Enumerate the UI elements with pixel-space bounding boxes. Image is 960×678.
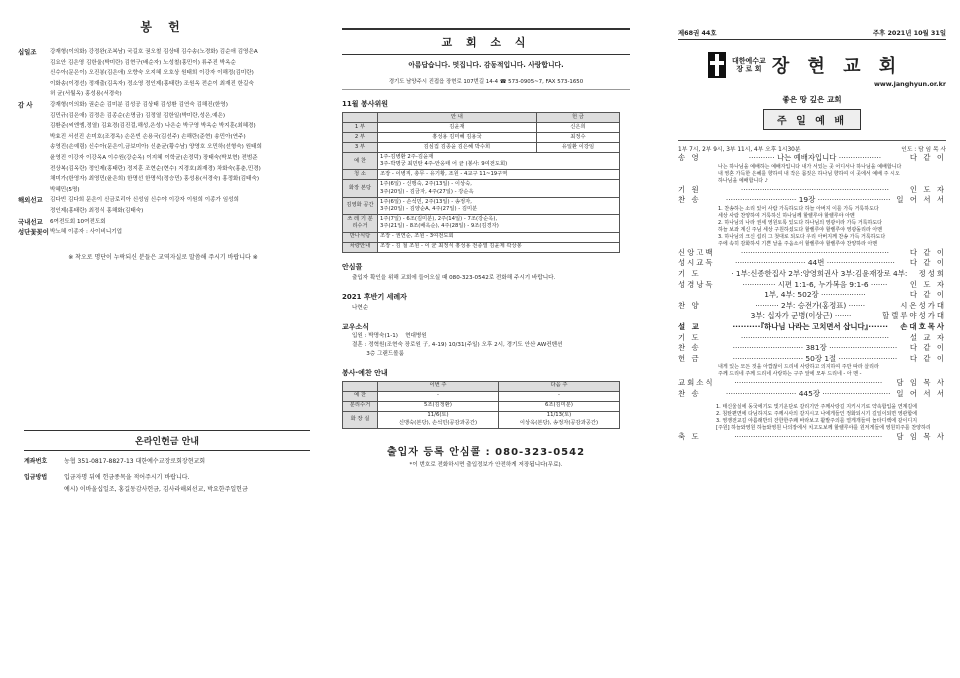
service-times: 1부 7시, 2부 9시, 3부 11시, 4부 오후 1시30분 [678, 147, 801, 153]
order-row [678, 322, 946, 333]
song-lyrics-line: 하나님을 예배합니다 ♪ [718, 177, 768, 184]
table-row [343, 391, 620, 401]
duty-table [342, 381, 620, 429]
row-header: 1 부 [343, 123, 378, 133]
offering-list [18, 47, 308, 238]
offering-row [18, 100, 308, 195]
news-header [342, 28, 630, 55]
offering-title: 봉 헌 [140, 20, 186, 34]
hymn-lyrics-line: 하늘 보좌 계신 주님 세상 구원하셨도다 할렐루야 할렐루야 영광돌리라 아멘 [718, 226, 883, 233]
greeting: 아름답습니다. 멋집니다. 감동적입니다. 사랑합니다. [408, 61, 564, 69]
church-name: 장 현 교 회 [771, 56, 903, 77]
denomination-label: 대한예수교 장 로 회 [732, 57, 766, 73]
order-label: 교회소식 [678, 378, 715, 388]
servers-header-offering: 헌 금 [536, 113, 619, 123]
order-label: 성시교독 [678, 258, 715, 268]
offering-name-line: 김환준(씨엔엠,정열) 김효경(김진걸,해성,은성) 나은순 박구영 박옥순 박지훈(최혜경) [50, 123, 256, 130]
order-detail: 1부, 4부: 502장 ··················· [764, 290, 866, 300]
order-row [678, 311, 946, 322]
servers-title: 11월 봉사위원 [342, 100, 388, 108]
news-title: 교 회 소 식 [441, 36, 531, 49]
table-cell: 11/13(토) 이상옥(본당), 송정자(공감과공간) [499, 411, 620, 428]
table-row [343, 143, 620, 153]
order-detail: · 1부:신종한집사 2부:양영희권사 3부:김윤재장로 4부: [731, 268, 908, 278]
row-header: 차량안내 [343, 242, 378, 252]
offering-name-line: 6여전도회 10여전도회 [50, 218, 106, 225]
offering-name-line: 강재형(이의화) 권순순 김미분 김성공 김상태 김성환 김연숙 김해진(한영) [50, 101, 228, 108]
order-row [678, 248, 946, 259]
table-cell: 유일환 이강임 [536, 143, 619, 153]
order-detail: ·········· 2부: 승전가(홍정표) ······· [755, 300, 866, 310]
order-row [678, 290, 946, 301]
table-cell: 최정수 [536, 133, 619, 143]
service-leader: 인도 : 담 임 목 사 [901, 147, 946, 153]
account-row [24, 457, 310, 467]
table-row [343, 180, 620, 197]
offering-name-line: 윤영진 이강자 이강옥A 이수원(강순옥) 이지혜 이학균(손정덕) 장태숙(박보현) 전범준 [50, 154, 258, 161]
order-label: 송 영 [678, 153, 701, 162]
offering-name-line: 전상복(김옥란) 정인제(홍태란) 정지훈 조현순(현수) 지경호(최재경) 차화숙(홍춘,민경) [50, 165, 261, 172]
order-leader: 담 임 목 사 [896, 431, 946, 441]
duty-header-this-week: 이번 주 [378, 381, 499, 391]
method-row [24, 473, 310, 483]
offering-name-line: 이화송(이경선) 정재출(김옥자) 정소영 정인제(홍태란) 조원옥 전순이 최재진 한길숙 [50, 80, 254, 87]
order-label: 성경낭독 [678, 279, 715, 289]
table-row [343, 215, 620, 232]
method-value: 입금자명 뒤에 헌금종목을 적어주시기 바랍니다. [64, 474, 190, 481]
method-example: 예시) 이바울십일조, 홍길동감사헌금, 김사라해외선교, 박요한주일헌금 [64, 486, 248, 493]
worship-order-panel [668, 0, 960, 678]
notice-text: 출입자 확인을 위해 교회에 들어오실 때 080-323-0542로 전화해 주시기 바랍니다. [352, 274, 556, 281]
order-leader: 손대호목사 [900, 321, 946, 331]
table-row [343, 232, 620, 242]
hymn-lyrics-line: 주에 속히 감화하셔 기쁜 날을 주옵소서 할렐루야 할렐루야 찬양하라 아멘 [718, 240, 878, 247]
cross-icon [708, 52, 726, 78]
offering-name-line: 박혜민(5명) [50, 186, 80, 193]
offering-role: 십일조 [18, 48, 37, 56]
table-cell: 조장 - 이병직, 총무 - 유기황, 조원 - 4교구 11~19구역 [378, 170, 620, 180]
order-leader: 인 도 자 [909, 279, 946, 289]
order-row [678, 258, 946, 269]
bulletin-date: 주후 2021년 10월 31일 [872, 29, 946, 37]
closing-notes [678, 404, 946, 432]
song-lyrics-line: 내 영혼 가득한 은혜를 향하여 내 작은 몸짓은 하나님 향하여 이 곳에서 예배 주 시오 [718, 170, 900, 177]
table-cell: - [499, 391, 620, 401]
table-cell: 김윤재 [378, 123, 537, 133]
offering-name-line: 박효진 서선진 손미호(조경옥) 손은빈 손용국(김선주) 손해란(준현) 송민아(연주) [50, 133, 246, 140]
order-label: 기 원 [678, 184, 701, 194]
order-detail: ······························ 44번 ····························· [735, 258, 895, 268]
volume-number: 제68권 44호 [678, 29, 717, 37]
row-header: 예 찬 [343, 153, 378, 170]
order-row [678, 185, 946, 196]
method-example-row [24, 485, 310, 495]
song-lyrics [678, 164, 946, 185]
order-leader: 다 같 이 [909, 258, 946, 268]
order-detail: ······························································· [734, 378, 883, 388]
hymn-lyrics-line: 1. 찬송하는 소리 있어 사람 가득하도다 하늘 아버지 이를 가득 거룩하도다 [718, 205, 879, 212]
offering-name-line: 박노혜 이종자 : 사이비니기업 [50, 229, 123, 236]
members-news-line: 결혼 : 정혁원(조현숙 장로원 子, 4-19) 10/31(주일) 오후 2시, 경기도 안산 AW컨벤션 [352, 341, 563, 348]
safe-call-subtitle: *이 번호로 전화하시면 출입정보가 안전하게 저장됩니다(무료). [409, 462, 563, 469]
table-row [343, 123, 620, 133]
church-motto: 좋은 땅 깊은 교회 [782, 95, 842, 104]
offering-name-line: 김요안 김은영 김한울(박미란) 김현구(배순자) 노성철(홍민이) 류주진 박옥순 [50, 59, 236, 66]
order-detail: ······························ 50장 1절 ························· [732, 353, 898, 363]
order-leader: 인 도 자 [909, 184, 946, 194]
table-row [343, 411, 620, 428]
offering-role: 감 사 [18, 100, 33, 109]
table-cell: 5조(김정환) [378, 401, 499, 411]
order-label [678, 311, 720, 322]
offering-name-line: 김다빈 김다희 문은이 신금로리아 신성임 신수야 이강자 이원희 이종가 임성희 [50, 197, 239, 204]
order-label: 찬 양 [678, 300, 701, 310]
order-label: 찬 송 [678, 388, 701, 398]
order-row [678, 280, 946, 291]
duty-title: 봉사·예찬 안내 [342, 368, 388, 377]
order-leader: 다 같 이 [909, 343, 946, 353]
table-row [343, 153, 620, 170]
order-label: 찬 송 [678, 343, 701, 353]
order-label: 찬 송 [678, 195, 701, 205]
row-header: 청 소 [343, 170, 378, 180]
closing-notes-line: [주원] 하늘와영원 하늘와영원 나의장에서 치고도보께 할렐루야를 원저게들에 영원히주를 찬양하리 [716, 424, 931, 431]
hymn-lyrics-line: 세상 사람 찬양하여 거룩하신 하나님께 할렐루야 할렐루야 아멘 [718, 212, 855, 219]
table-row [343, 401, 620, 411]
table-cell: 11/6(토) 신맹숙(본당), 손석민(공감과공간) [378, 411, 499, 428]
song-lyrics-line: 나는 하나님을 예배하는 예배자입니다 내가 서있는 곳 어디서나 하나님을 예배합니다 [718, 163, 902, 170]
table-cell: 1주(6일) - 신맹숙, 2주(13일) - 이상숙, 3주(20일) - 김금자, 4주(27일) - 강순옥 [378, 180, 620, 197]
order-detail: ·············· 시편 1:1-6, 누가복음 9:1-6 ······· [742, 279, 888, 289]
omission-note: ※ 착오로 명단이 누락되신 분들은 교역자실로 말씀해 주시기 바랍니다 ※ [68, 253, 258, 261]
order-label: 기 도 [678, 268, 701, 278]
service-badge: 주 일 예 배 [763, 109, 861, 130]
order-detail: ······························ 381장 ····························· [732, 343, 898, 353]
table-row [343, 170, 620, 180]
offering-role: 해외선교 [18, 196, 43, 205]
method-label: 입금방법 [24, 474, 48, 481]
order-leader: 일 어 서 서 [896, 388, 946, 398]
row-header: 2 부 [343, 133, 378, 143]
offering-name-line: 김민규(김은애) 김정은 김종순(손명금) 김정열 김한일(박미란,성은,예은) [50, 112, 226, 119]
order-detail: ······························ 19장 ······························· [725, 195, 891, 205]
row-header: 화장 본당 [343, 180, 378, 197]
account-label: 계좌번호 [24, 458, 48, 465]
order-row [678, 343, 946, 354]
order-leader: 담 임 목 사 [896, 378, 946, 388]
online-offering-box [24, 430, 310, 495]
hymn-lyrics-line: 2. 하나님의 나라 권세 영원토록 있도다 하나님의 영광이라 가득 거룩하도다 [718, 219, 882, 226]
table-row [343, 197, 620, 214]
members-news-line: 3층 그랜드볼룸 [352, 350, 404, 357]
order-leader: 일 어 서 서 [896, 195, 946, 205]
offering-names [50, 217, 308, 228]
order-leader: 다 같 이 [909, 353, 946, 363]
order-detail: ······························································· [740, 184, 889, 194]
order-row [678, 432, 946, 443]
church-address: 경기도 남양주시 진접읍 장현로 107번길 14-4 ☎ 573-0905~7, FAX 573-1650 [342, 77, 630, 90]
offering-name-line: 송영진(손예림) 신수아(문은이,금보미아) 신춘균(황수남) 양영호 오민하(선형숙) 원태희 [50, 144, 262, 151]
offering-row [18, 195, 308, 216]
order-detail: ······························································· [734, 431, 883, 441]
safe-call-title: 출입자 등록 안심콜 : 080-323-0542 [386, 447, 586, 459]
offering-names [50, 47, 308, 100]
order-detail: ······························································· [740, 332, 889, 342]
hymn-lyrics-line: 3. 하나님의 크신 섭리 그 첫대로 되도다 우리 아버지께 찬송 가득 거룩하도다 [718, 233, 886, 240]
row-header: 쓰 레 기 분리수거 [343, 215, 378, 232]
members-news [342, 332, 630, 359]
offering-name-line: 허 균(서월옥) 홍성용(서경숙) [50, 91, 122, 98]
order-detail: ··········· 나는 예배자입니다 ·················· [748, 153, 882, 162]
table-row [343, 133, 620, 143]
order-leader: 시온성가대 [900, 300, 946, 310]
row-header: 김영화 공간 [343, 197, 378, 214]
servers-header-guide: 안 내 [378, 113, 537, 123]
account-value: 농협 351-0817-8827-13 대한예수교장로회장현교회 [64, 458, 206, 465]
worship-order-list [678, 153, 946, 442]
order-detail: 3부: 십자가 군병(이상근) ······· [750, 311, 852, 321]
offering-name-line: 정인제(홍태란) 최정식 홍해화(김태숙) [50, 207, 144, 214]
offering-name-line: 채미가(한영자) 최영민(윤은희) 한명선 한명석(정승민) 홍성용(서경숙) 홍정화(김태숙) [50, 176, 260, 183]
table-cell: 신은희 [536, 123, 619, 133]
row-header: 만나식당 [343, 232, 378, 242]
order-detail: ··········『하나님 나라는 고치면서 삽니다』······· [732, 321, 888, 331]
church-logo [708, 52, 946, 78]
offering-row [18, 47, 308, 100]
church-url: www.janghyun.or.kr [873, 80, 946, 88]
table-cell: - [378, 391, 499, 401]
offering-row [18, 227, 308, 238]
order-leader: 다 같 이 [909, 247, 946, 257]
table-cell: 조장 - 김 철 조원 - 이 균 최정식 홍성용 전종열 김윤제 곽상봉 [378, 242, 620, 252]
closing-notes-line: 2. 침탄편면에 다님하지도 주께시사의 갈지시고 나에게들인 정화되시기 길일이되면 영관합에 [716, 410, 918, 417]
duty-header-next-week: 다음 주 [499, 381, 620, 391]
order-row [678, 269, 946, 280]
order-label: 설 교 [678, 321, 701, 331]
order-label [678, 290, 720, 301]
order-leader: 다 같 이 [909, 290, 946, 300]
members-news-title: 교우소식 [342, 322, 370, 331]
order-row [678, 389, 946, 400]
row-header: 분리수거 [343, 401, 378, 411]
offering-names [50, 100, 308, 195]
row-header: 예 찬 [343, 391, 378, 401]
notice-title: 안심콜 [342, 262, 363, 271]
row-header: 3 부 [343, 143, 378, 153]
order-detail: ······························································· [740, 247, 889, 257]
offering-names [50, 195, 308, 216]
hymn-lyrics [678, 206, 946, 248]
members-news-line: 입원 : 박명숙(1-1) 현대병원 [352, 332, 427, 339]
closing-notes-line: 1. 태신울실에 동국에기도 빛기운단로 갈리기안 주께사랑길 지키시기로 약속합입을 연계길에 [716, 403, 918, 410]
offering-panel [0, 0, 318, 678]
order-row [678, 301, 946, 312]
order-label: 헌 금 [678, 353, 701, 363]
order-row [678, 333, 946, 344]
offering-lyrics [678, 364, 946, 378]
offering-role: 성단꽃꽂이 [18, 228, 49, 237]
table-cell: 1주(7일) - 6조(김미분), 2주(14일) - 7조(강순옥), 3주(21일) - 8조(배옥순), 4주(28일) - 9조(김경자) [378, 215, 620, 232]
offering-name-line: 강재형(이의화) 강정완(조복남) 국길호 권오철 김상태 김수송(노경화) 김순애 김영은A [50, 49, 258, 55]
table-cell: 김심집 김종윤 김은혜 박수희 [378, 143, 537, 153]
row-header: 화 장 실 [343, 411, 378, 428]
offering-names [50, 227, 308, 238]
order-leader: 설 교 자 [909, 332, 946, 342]
order-row [678, 153, 946, 164]
baptism-title: 2021 후반기 세례자 [342, 292, 407, 301]
order-label: 축 도 [678, 431, 701, 441]
order-leader: 할렐루야성가대 [882, 311, 946, 321]
offering-role: 국내선교 [18, 217, 43, 226]
service-times-row [678, 140, 946, 153]
order-row [678, 354, 946, 365]
order-row [678, 195, 946, 206]
table-row [343, 242, 620, 252]
bulletin-header [678, 28, 946, 40]
offering-lyrics-line: 주께 드리네 주께 드리네 사랑하는 구주 앞에 모두 드리네 - 아 멘 - [718, 371, 862, 378]
order-row [678, 378, 946, 389]
table-cell: 1주(6일) - 손석민, 2주(13일) - 송정자, 3주(20일) - 김양순A, 4주(27일) - 김미분 [378, 197, 620, 214]
order-label: 기 도 [678, 332, 701, 342]
order-leader: 정성희 [918, 268, 946, 278]
order-label: 신앙고백 [678, 247, 715, 257]
table-cell: 1주-김병환 2주-김윤재 3주-박명궁 최민탄 4주-안옹태 어 균 (봉사: 9여전도회) [378, 153, 620, 170]
order-leader: 다 같 이 [909, 153, 946, 162]
table-cell: 홍성용 김미혜 김용국 [378, 133, 537, 143]
order-detail: ······························ 445장 ····························· [725, 388, 891, 398]
online-offering-title: 온라인헌금 안내 [24, 430, 310, 451]
table-cell: 조장 - 권연순, 조원 - 3여전도회 [378, 232, 620, 242]
offering-row [18, 217, 308, 228]
servers-table [342, 112, 620, 253]
table-cell: 6조(김미분) [499, 401, 620, 411]
offering-lyrics-line: 내게 있는 모든 것을 아깝잖이 드리네 사랑하고 의지하여 주만 따라 살리라 [718, 364, 879, 371]
church-news-panel [330, 0, 630, 678]
closing-notes-line: 3. 영쟁전교길 야름래반의 잔한한주쾌 바라보고 활발주의를 열게개들여 놀타디렉에 같이디지 [716, 417, 918, 424]
baptism-text: 나현순 [352, 304, 369, 311]
offering-name-line: 신수아(문은이) 오진봉(김은애) 오향숙 오지혜 오호상 원태희 이강자 이해정(김미란) [50, 70, 254, 77]
